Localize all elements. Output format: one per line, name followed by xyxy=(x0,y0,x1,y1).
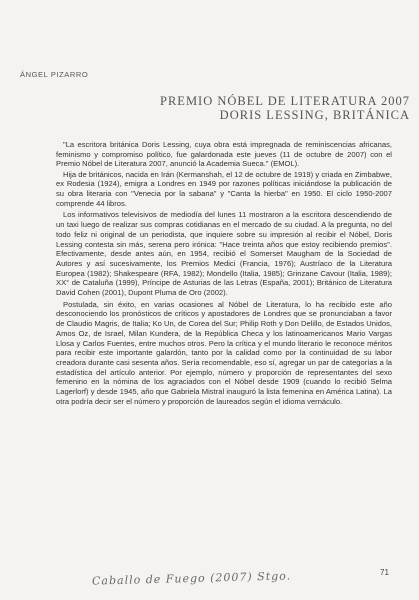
article-body xyxy=(56,140,392,407)
article-title xyxy=(30,94,410,122)
title-line-2: DORIS LESSING, BRITÁNICA xyxy=(219,108,410,122)
author-name: ÁNGEL PIZARRO xyxy=(20,70,89,79)
title-line-1: PREMIO NÓBEL DE LITERATURA 2007 xyxy=(160,94,410,108)
paragraph-4: Postulada, sin éxito, en varias ocasiones al Nóbel de Literatura, lo ha recibido este año desconociendo los pronósticos de críticos y apostadores de Londres que se pronunciaban a favor de Claudio Magris, de Italia; Ko Un, de Corea del Sur; Philip Roth y Don Delillo, de Estados Unidos, Amos Oz, de Israel, Milan Kundera, de la República Checa y los latinoamericanos Mario Vargas Llosa y Carlos Fuentes, entre muchos otros. Pero la crítica y el mundo literario le reconoce méritos para recibir este importante galardón, tanto por la calidad como por la continuidad de su labor creadora durante casi sesenta años. Sería recomendable, eso sí, agregar un par de categorías a la estadística del artículo anterior. Por ejemplo, número y proporción de representantes del sexo femenino en la nómina de los agraciados con el Nóbel desde 1909 (cuando lo recibió Selma Lagerlorf) y desde 1945, año que Gabriela Mistral inauguró la lista femenina en América Latina). La otra podría decir ser el número y proporción de laureados según el idioma vernáculo. xyxy=(56,299,392,406)
page-number: 71 xyxy=(380,568,389,577)
paragraph-2: Hija de británicos, nacida en Irán (Kermanshah, el 12 de octubre de 1919) y criada en Zimbabwe, ex Rodesia (1924), emigra a Londres en 1949 por razones políticas iniciándose la publicación de su obra literaria con "Venecia por la sabana" y "Canta la hierba" en 1950. El ciclo 1950-2007 comprende 44 libros. xyxy=(56,169,392,208)
paragraph-1: "La escritora británica Doris Lessing, cuya obra está impregnada de reminiscencias africanas, feminismo y compromiso político, fue galardonada este jueves (11 de octubre de 2007) con el Premio Nóbel de Literatura 2007, anunció la Academia Sueca." (EMOL). xyxy=(56,140,392,169)
handwritten-note: Caballo de Fuego (2007) Stgo. xyxy=(91,569,292,588)
paragraph-3: Los informativos televisivos de mediodía del lunes 11 mostraron a la escritora descendiendo de un taxi luego de realizar sus compras cotidianas en el mercado de su ciudad. A la pregunta, no del todo feliz ni original de un periodista, que inquiere sobre su impresión al recibir el Nóbel, Doris Lessing contesta sin más, serena pero irónica: "Hace treinta años que estoy recibiendo premios". Efectivamente, desde antes aún, en 1954, recibió el Somerset Maugham de la Sociedad de Autores y así sucesivamente, los Premios Medici (Francia, 1976); Austríaco de la Literatura Europea (1982); Shakespeare (RFA, 1982); Mondello (Italia, 1985); Grinzane Cavour (Italia, 1989); XX° de Cataluña (1999), Príncipe de Asturias de las Letras (España, 2001); Británico de Literatura David Cohen (2001), Dupont Pluma de Oro (2002). xyxy=(56,210,392,298)
